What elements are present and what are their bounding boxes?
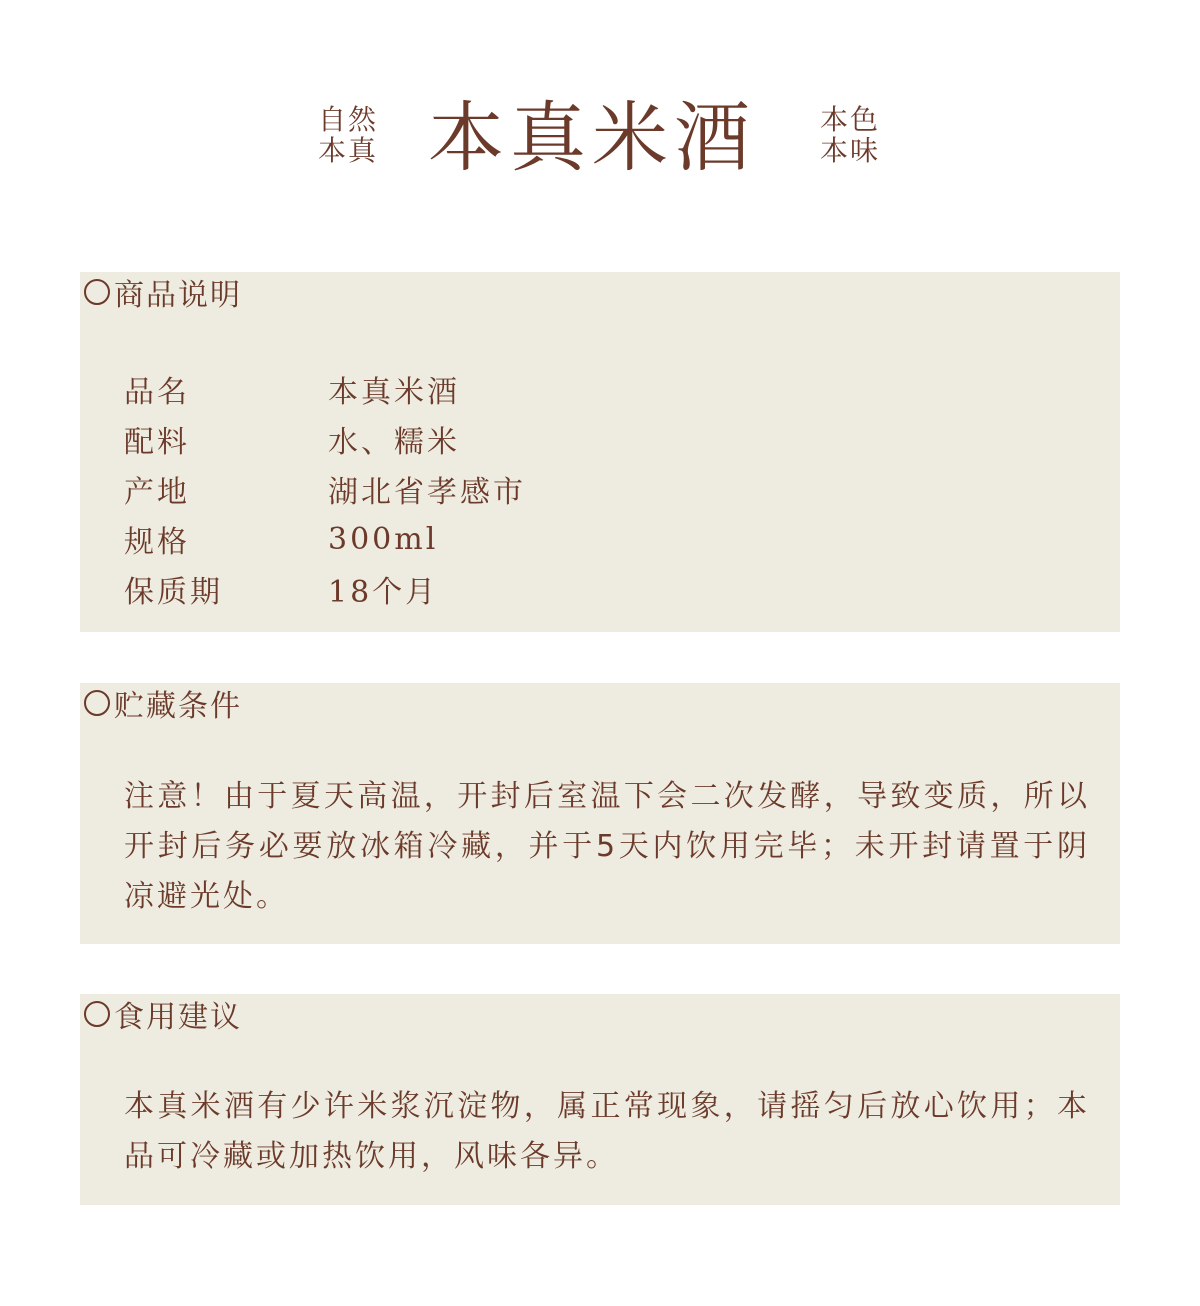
info-row-shelf-life [124, 564, 526, 614]
serving-panel [80, 994, 1120, 1205]
product-info-heading [84, 272, 242, 312]
info-row-volume [124, 514, 526, 564]
tagline-right-line2: 本味 [820, 134, 881, 167]
circle-icon [84, 1001, 110, 1027]
info-value: 300ml [328, 521, 439, 557]
info-label: 规格 [124, 525, 190, 560]
info-value: 湖北省孝感市 [328, 475, 526, 510]
circle-icon [84, 690, 110, 716]
info-row-origin [124, 464, 526, 514]
info-label: 产地 [124, 475, 190, 510]
storage-panel [80, 683, 1120, 944]
tagline-left-line2: 本真 [318, 134, 379, 167]
info-value: 18个月 [328, 575, 439, 610]
serving-heading-text: 食用建议 [114, 1000, 242, 1035]
info-row-ingredients [124, 414, 526, 464]
circle-icon [84, 279, 110, 305]
tagline-left-line1: 自然 [318, 103, 379, 136]
header-left-tagline [318, 104, 378, 166]
serving-heading [84, 994, 242, 1034]
info-label: 保质期 [124, 575, 223, 610]
storage-text: 注意！由于夏天高温，开封后室温下会二次发酵，导致变质，所以开封后务必要放冰箱冷藏，并于5天内饮用完毕；未开封请置于阴凉避光处。 [124, 779, 1090, 914]
page-header [0, 88, 1200, 188]
tagline-right-line1: 本色 [820, 103, 881, 136]
header-right-tagline [820, 104, 880, 166]
page-title: 本真米酒 [428, 93, 756, 182]
info-value: 水、糯米 [328, 425, 460, 460]
storage-heading [84, 683, 242, 723]
product-info-panel [80, 272, 1120, 632]
product-info-heading-text: 商品说明 [114, 278, 242, 313]
info-value: 本真米酒 [328, 375, 460, 410]
serving-text: 本真米酒有少许米浆沉淀物，属正常现象，请摇匀后放心饮用；本品可冷藏或加热饮用，风味各异。 [124, 1089, 1090, 1174]
info-row-name [124, 364, 526, 414]
info-label: 品名 [124, 375, 190, 410]
storage-heading-text: 贮藏条件 [114, 689, 242, 724]
info-label: 配料 [124, 425, 190, 460]
product-info-table [124, 364, 526, 614]
